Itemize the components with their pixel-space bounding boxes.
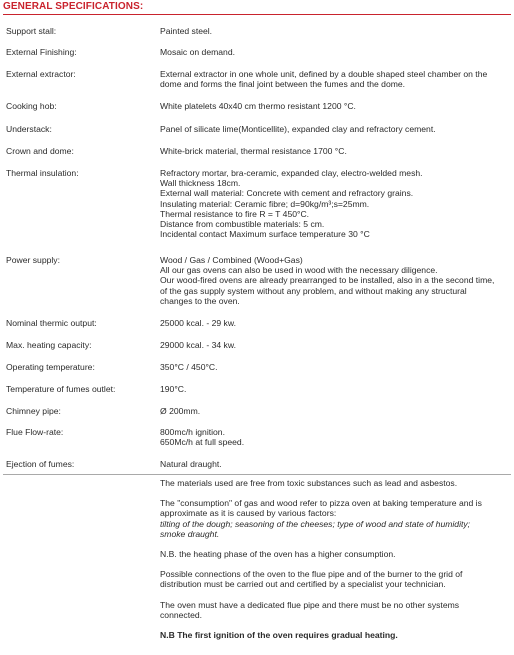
spec-label: Max. heating capacity:: [6, 340, 92, 350]
note-consumption-factors-1: tilting of the dough; seasoning of the cheeses; type of wood and state of humidity;: [160, 518, 471, 529]
spec-value-line: Thermal resistance to fire R = T 450°C.: [160, 208, 310, 219]
spec-value-line: Incidental contact Maximum surface temperature 30 °C: [160, 229, 370, 240]
spec-value-line: Distance from combustible materials: 5 cm.: [160, 219, 325, 230]
spec-label: Understack:: [6, 124, 52, 134]
spec-value: [160, 459, 510, 469]
spec-value-line: External wall material: Concrete with cement and refractory grains.: [160, 188, 414, 199]
spec-label: External Finishing:: [6, 47, 77, 57]
spec-label: Cooking hob:: [6, 101, 57, 111]
spec-value: [160, 69, 510, 89]
spec-label: Flue Flow-rate:: [6, 427, 64, 437]
spec-value: [160, 146, 510, 156]
spec-value-line: White platelets 40x40 cm thermo resistant 1200 °C.: [160, 101, 356, 111]
note-first-ignition: N.B The first ignition of the oven requires gradual heating.: [160, 630, 398, 641]
note-heating-phase: N.B. the heating phase of the oven has a higher consumption.: [160, 549, 396, 560]
title-divider: [3, 14, 511, 15]
spec-label: External extractor:: [6, 69, 76, 79]
notes-section: [160, 478, 510, 640]
spec-value: [160, 427, 510, 447]
spec-value: [160, 318, 510, 328]
spec-value-line: Insulating material: Ceramic fibre; d=90kg/m³;s=25mm.: [160, 198, 370, 209]
note-materials: The materials used are free from toxic substances such as lead and asbestos.: [160, 478, 458, 488]
spec-value: [160, 406, 510, 416]
page-title: GENERAL SPECIFICATIONS:: [3, 1, 144, 12]
note-consumption-line-2: approximate as it is caused by various factors:: [160, 508, 337, 519]
note-consumption-factors-2: smoke draught.: [160, 528, 220, 539]
spec-value-line: Mosaic on demand.: [160, 47, 235, 57]
spec-value-line: dome and forms the final joint between the fumes and the dome.: [160, 79, 406, 90]
spec-value-line: Painted steel.: [160, 26, 213, 36]
spec-label: Crown and dome:: [6, 146, 74, 156]
spec-value-line: Our wood-fired ovens are already prearranged to be installed, also in a the second time,: [160, 275, 495, 286]
spec-value: [160, 168, 510, 239]
spec-value-line: Wood / Gas / Combined (Wood+Gas): [160, 255, 303, 265]
spec-value-line: Panel of silicate lime(Monticellite), expanded clay and refractory cement.: [160, 124, 436, 134]
note-flue-pipe-line-2: connected.: [160, 609, 203, 620]
spec-value: [160, 26, 510, 36]
spec-value-line: Refractory mortar, bra-ceramic, expanded clay, electro-welded mesh.: [160, 168, 423, 178]
spec-label: Thermal insulation:: [6, 168, 79, 178]
note-consumption-line-1: The "consumption" of gas and wood refer to pizza oven at baking temperature and is: [160, 498, 482, 509]
spec-value: [160, 384, 510, 394]
spec-value-line: 29000 kcal. - 34 kw.: [160, 340, 236, 350]
spec-value-line: changes to the oven.: [160, 295, 240, 306]
note-flue-pipe-line-1: The oven must have a dedicated flue pipe and there must be no other systems: [160, 599, 460, 610]
spec-value: [160, 47, 510, 57]
spec-value-line: Ø 200mm.: [160, 406, 201, 416]
spec-label: Ejection of fumes:: [6, 459, 75, 469]
spec-value: [160, 101, 510, 111]
spec-value-line: Natural draught.: [160, 459, 222, 469]
spec-label: Chimney pipe:: [6, 406, 61, 416]
spec-label: Nominal thermic output:: [6, 318, 97, 328]
spec-value-line: of the gas supply system without any problem, and without making any structural: [160, 285, 467, 296]
spec-value: [160, 255, 510, 306]
row-divider: [3, 474, 511, 475]
spec-label: Operating temperature:: [6, 362, 95, 372]
spec-label: Power supply:: [6, 255, 60, 265]
note-connections-line-1: Possible connections of the oven to the flue pipe and of the burner to the grid of: [160, 569, 463, 580]
spec-value: [160, 340, 510, 350]
note-connections-line-2: distribution must be carried out and certified by a specialist your technician.: [160, 579, 446, 590]
spec-value-line: Wall thickness 18cm.: [160, 178, 241, 189]
spec-value-line: 25000 kcal. - 29 kw.: [160, 318, 236, 328]
spec-value: [160, 362, 510, 372]
spec-label: Support stall:: [6, 26, 57, 36]
spec-value-line: 800mc/h ignition.: [160, 427, 225, 437]
spec-value-line: 350°C / 450°C.: [160, 362, 218, 372]
spec-value-line: All our gas ovens can also be used in wood with the necessary diligence.: [160, 265, 438, 276]
spec-value-line: White-brick material, thermal resistance 1700 °C.: [160, 146, 347, 156]
spec-label: Temperature of fumes outlet:: [6, 384, 116, 394]
spec-value-line: 190°C.: [160, 384, 187, 394]
spec-value: [160, 124, 510, 134]
spec-value-line: External extractor in one whole unit, defined by a double shaped steel chamber on the: [160, 69, 488, 79]
spec-value-line: 650Mc/h at full speed.: [160, 437, 245, 448]
